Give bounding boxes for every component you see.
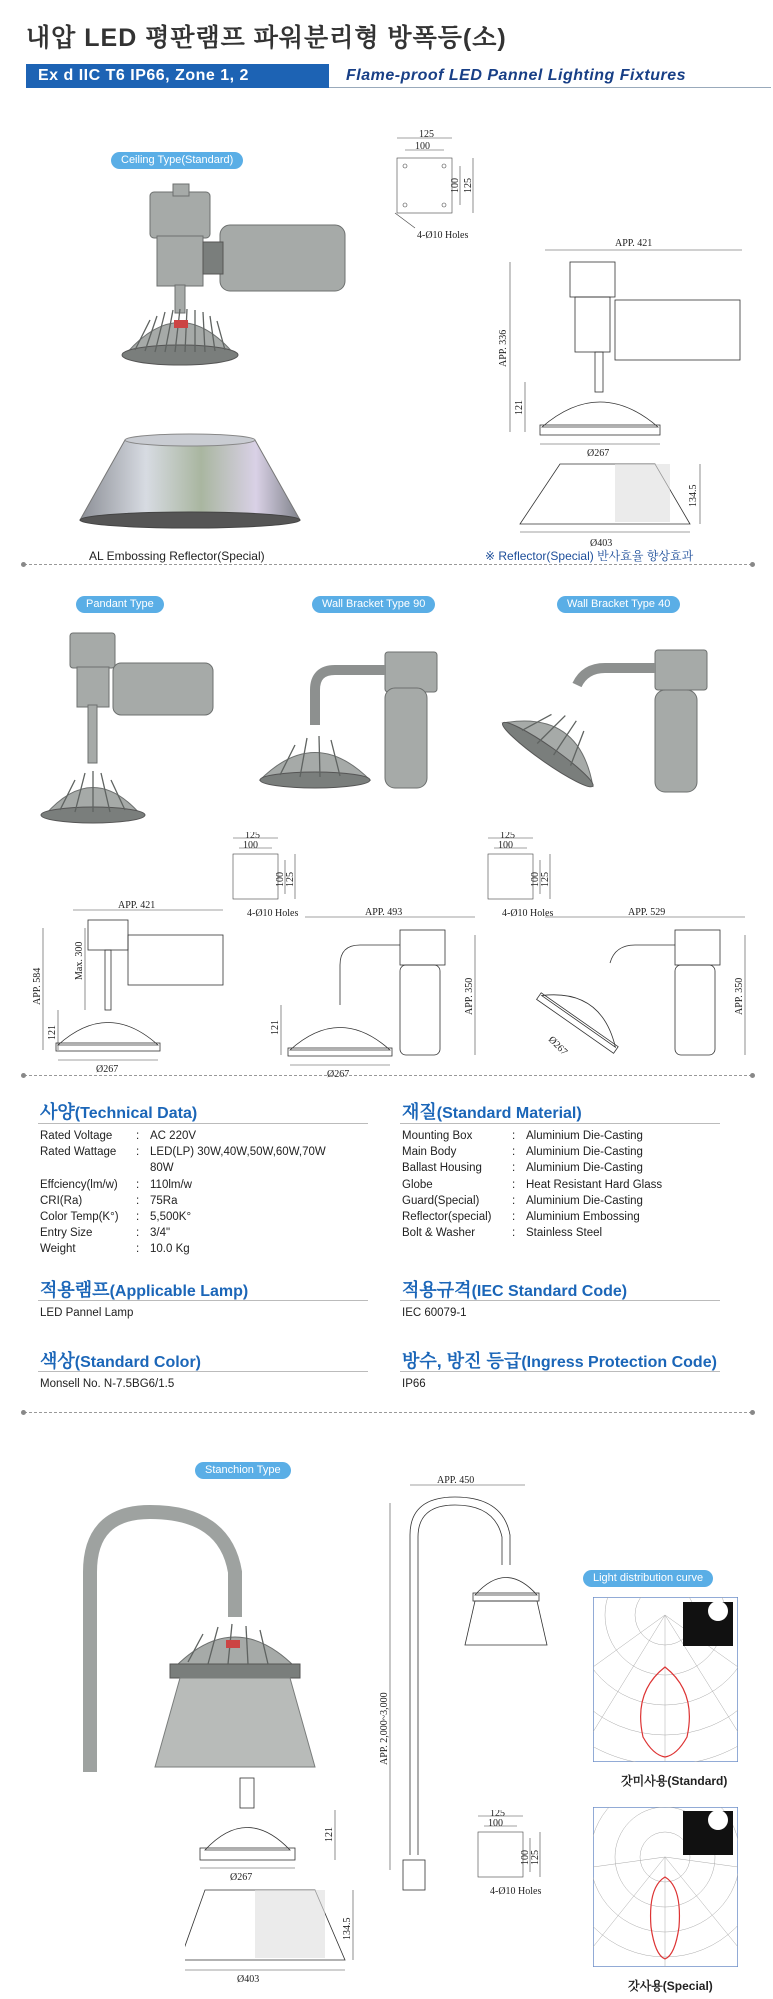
- dim-dia403: Ø403: [237, 1974, 260, 1985]
- ldc-standard-caption: 갓미사용(Standard): [621, 1774, 728, 1788]
- spec-colon: :: [136, 1211, 140, 1224]
- dim-app421: APP. 421: [118, 900, 156, 911]
- dim-h125: 125: [463, 178, 474, 193]
- dim-121: 121: [270, 1020, 281, 1035]
- technical-data-heading-en: (Technical Data): [74, 1105, 198, 1122]
- dim-app450: APP. 450: [437, 1475, 475, 1486]
- iec-code-heading: [402, 1276, 627, 1302]
- spec-value: 75Ra: [150, 1194, 178, 1207]
- dim-121: 121: [324, 1827, 335, 1842]
- stanchion-type-label: Stanchion Type: [195, 1462, 291, 1479]
- dim-holes: 4-Ø10 Holes: [247, 908, 299, 919]
- ceiling-dimension-drawing: [480, 232, 770, 562]
- spec-key: [40, 1160, 136, 1176]
- applicable-lamp-heading-ko: 적용램프: [40, 1280, 110, 1300]
- spec-key: Globe: [402, 1178, 433, 1191]
- dim-100: 100: [415, 141, 430, 152]
- spec-key: Ballast Housing: [402, 1162, 482, 1175]
- reflector-caption: AL Embossing Reflector(Special): [89, 549, 265, 563]
- dim-h125: 125: [540, 872, 551, 887]
- standard-material-heading-en: (Standard Material): [436, 1105, 582, 1122]
- dim-h125: 125: [530, 1850, 541, 1865]
- spec-value: 3/4": [150, 1227, 171, 1240]
- section-divider-3: [24, 1412, 752, 1413]
- dim-h100: 100: [520, 1850, 531, 1865]
- spec-value: Aluminium Die-Casting: [526, 1130, 643, 1142]
- dim-max300: Max. 300: [74, 941, 85, 980]
- standard-color-heading: [40, 1347, 201, 1373]
- ex-rating-badge: Ex d IIC T6 IP66, Zone 1, 2: [26, 64, 329, 88]
- spec-colon: :: [136, 1130, 140, 1142]
- spec-colon: :: [512, 1227, 516, 1240]
- stanchion-lamp-image: [60, 1492, 320, 1772]
- pendant-type-label: Pandant Type: [76, 596, 164, 613]
- spec-value: Aluminium Embossing: [526, 1211, 640, 1224]
- spec-row: [402, 1225, 662, 1241]
- spec-key: Bolt & Washer: [402, 1227, 476, 1240]
- dim-app336: APP. 336: [498, 329, 509, 367]
- dim-125: 125: [245, 832, 260, 841]
- ingress-protection-heading-en: (Ingress Protection Code): [521, 1354, 717, 1371]
- iec-code-heading-ko: 적용규격: [402, 1280, 472, 1300]
- spec-row: [40, 1241, 326, 1257]
- applicable-lamp-value: LED Pannel Lamp: [40, 1307, 134, 1319]
- dim-h100: 100: [530, 872, 541, 887]
- dim-holes: 4-Ø10 Holes: [417, 230, 469, 241]
- spec-key: Mounting Box: [402, 1130, 473, 1142]
- reflector-image: [75, 420, 315, 535]
- standard-material-list: [402, 1128, 662, 1241]
- dim-100: 100: [488, 1818, 503, 1829]
- english-subtitle: Flame-proof LED Pannel Lighting Fixtures: [346, 67, 687, 84]
- dim-holes: 4-Ø10 Holes: [502, 908, 554, 919]
- spec-colon: :: [136, 1178, 140, 1191]
- spec-colon: :: [512, 1194, 516, 1207]
- dim-dia267: Ø267: [96, 1064, 119, 1075]
- dim-app350: APP. 350: [734, 977, 745, 1015]
- iec-code-value: IEC 60079-1: [402, 1307, 467, 1319]
- spec-value: 80W: [150, 1162, 174, 1175]
- spec-value: 10.0 Kg: [150, 1243, 190, 1256]
- technical-data-heading-ko: 사양: [40, 1102, 75, 1122]
- stanchion-hole-diagram: [470, 1810, 580, 1910]
- wb90-dimension-drawing: [265, 905, 485, 1080]
- dim-app493: APP. 493: [365, 907, 403, 918]
- applicable-lamp-heading: [40, 1276, 248, 1302]
- spec-key: Reflector(special): [402, 1211, 492, 1224]
- dim-100: 100: [243, 840, 258, 851]
- standard-material-heading-ko: 재질: [402, 1102, 437, 1122]
- standard-color-heading-ko: 색상: [40, 1351, 75, 1371]
- spec-row: [402, 1128, 662, 1144]
- ingress-protection-value: IP66: [402, 1378, 426, 1390]
- spec-row: [40, 1144, 326, 1160]
- dim-dia403: Ø403: [590, 538, 613, 549]
- ldc-standard-chart: [593, 1597, 738, 1762]
- reflector-note: ※ Reflector(Special) 반사효율 향상효과: [485, 549, 694, 563]
- spec-key: CRI(Ra): [40, 1194, 83, 1207]
- spec-key: Effciency(lm/w): [40, 1178, 118, 1191]
- dim-h100: 100: [450, 178, 461, 193]
- dim-dia267: Ø267: [230, 1872, 253, 1883]
- wall-bracket-40-image: [495, 630, 725, 800]
- spec-key: Rated Wattage: [40, 1146, 117, 1159]
- header-subbar: [26, 64, 756, 86]
- ldc-special-chart: [593, 1807, 738, 1967]
- wb40-dimension-drawing: [530, 905, 760, 1080]
- spec-value: Aluminium Die-Casting: [526, 1146, 643, 1159]
- spec-key: Entry Size: [40, 1227, 93, 1240]
- standard-material-heading: [402, 1098, 582, 1124]
- iec-code-heading-en: (IEC Standard Code): [471, 1283, 628, 1300]
- wall-bracket-90-image: [255, 630, 455, 790]
- dim-app584: APP. 584: [32, 967, 43, 1005]
- dim-100: 100: [498, 840, 513, 851]
- ingress-protection-heading: [402, 1347, 717, 1373]
- spec-colon: :: [512, 1162, 516, 1175]
- spec-row: [402, 1193, 662, 1209]
- ingress-protection-rule: [400, 1371, 720, 1372]
- spec-row: [402, 1144, 662, 1160]
- spec-colon: :: [512, 1178, 516, 1191]
- spec-value: Aluminium Die-Casting: [526, 1194, 643, 1207]
- spec-key: Color Temp(K°): [40, 1211, 119, 1224]
- spec-value: LED(LP) 30W,40W,50W,60W,70W: [150, 1146, 326, 1159]
- spec-key: Rated Voltage: [40, 1130, 113, 1142]
- dim-app529: APP. 529: [628, 907, 666, 918]
- ingress-protection-heading-ko: 방수, 방진 등급: [402, 1351, 522, 1371]
- applicable-lamp-heading-en: (Applicable Lamp): [109, 1283, 249, 1300]
- spec-colon: :: [136, 1146, 140, 1159]
- dim-app421: APP. 421: [615, 238, 653, 249]
- section-divider-1: [24, 564, 752, 565]
- dim-125: 125: [490, 1810, 505, 1819]
- section-divider-2: [24, 1075, 752, 1076]
- dim-app2000: APP. 2,000~3,000: [379, 1692, 390, 1765]
- spec-row: [40, 1128, 326, 1144]
- dim-134: 134.5: [342, 1917, 353, 1940]
- wall-bracket-40-label: Wall Bracket Type 40: [557, 596, 680, 613]
- stanchion-dimension-drawing: [185, 1770, 365, 1990]
- spec-value: Aluminium Die-Casting: [526, 1162, 643, 1175]
- pendant-dimension-drawing: [28, 900, 238, 1080]
- dim-holes: 4-Ø10 Holes: [490, 1886, 542, 1897]
- dim-dia267: Ø267: [545, 1034, 570, 1058]
- spec-row: [402, 1177, 662, 1193]
- spec-row: [40, 1209, 326, 1225]
- spec-value: 5,500K°: [150, 1211, 192, 1224]
- dim-121: 121: [47, 1025, 58, 1040]
- subbar-underline: [329, 87, 771, 88]
- ldc-special-caption: 갓사용(Special): [628, 1979, 713, 1993]
- technical-data-heading: [40, 1098, 197, 1124]
- spec-row: [40, 1177, 326, 1193]
- ceiling-type-label: Ceiling Type(Standard): [111, 152, 243, 169]
- spec-key: Weight: [40, 1243, 76, 1256]
- spec-colon: :: [136, 1243, 140, 1256]
- standard-color-value: Monsell No. N-7.5BG6/1.5: [40, 1378, 175, 1390]
- dim-dia267: Ø267: [587, 448, 610, 459]
- dim-h125: 125: [285, 872, 296, 887]
- dim-dia267: Ø267: [327, 1069, 350, 1080]
- iec-code-rule: [400, 1300, 720, 1301]
- dim-121: 121: [514, 400, 525, 415]
- spec-row: [40, 1160, 326, 1176]
- spec-value: AC 220V: [150, 1130, 197, 1142]
- spec-colon: :: [136, 1227, 140, 1240]
- page-title: 내압 LED 평판램프 파워분리형 방폭등(소): [26, 24, 507, 52]
- spec-colon: :: [512, 1130, 516, 1142]
- ceiling-lamp-image: [95, 180, 365, 420]
- technical-data-rule: [38, 1123, 368, 1124]
- spec-colon: [136, 1160, 150, 1176]
- spec-key: Main Body: [402, 1146, 457, 1159]
- dim-app350: APP. 350: [464, 977, 475, 1015]
- spec-row: [402, 1160, 662, 1176]
- spec-colon: :: [512, 1146, 516, 1159]
- mounting-hole-diagram: [385, 128, 515, 248]
- spec-value: Stainless Steel: [526, 1227, 603, 1240]
- spec-row: [40, 1225, 326, 1241]
- applicable-lamp-rule: [38, 1300, 368, 1301]
- standard-color-rule: [38, 1371, 368, 1372]
- technical-data-list: [40, 1128, 326, 1258]
- spec-colon: :: [512, 1211, 516, 1224]
- wall-bracket-90-label: Wall Bracket Type 90: [312, 596, 435, 613]
- dim-h100: 100: [275, 872, 286, 887]
- standard-color-heading-en: (Standard Color): [74, 1354, 201, 1371]
- dim-134: 134.5: [688, 484, 699, 507]
- spec-value: 110lm/w: [150, 1178, 192, 1191]
- spec-row: [40, 1193, 326, 1209]
- pendant-lamp-image: [35, 625, 225, 825]
- light-distribution-label: Light distribution curve: [583, 1570, 713, 1587]
- dim-125: 125: [419, 129, 434, 140]
- spec-key: Guard(Special): [402, 1194, 480, 1207]
- standard-material-rule: [400, 1123, 720, 1124]
- spec-row: [402, 1209, 662, 1225]
- dim-125: 125: [500, 832, 515, 841]
- spec-value: Heat Resistant Hard Glass: [526, 1178, 663, 1191]
- spec-colon: :: [136, 1194, 140, 1207]
